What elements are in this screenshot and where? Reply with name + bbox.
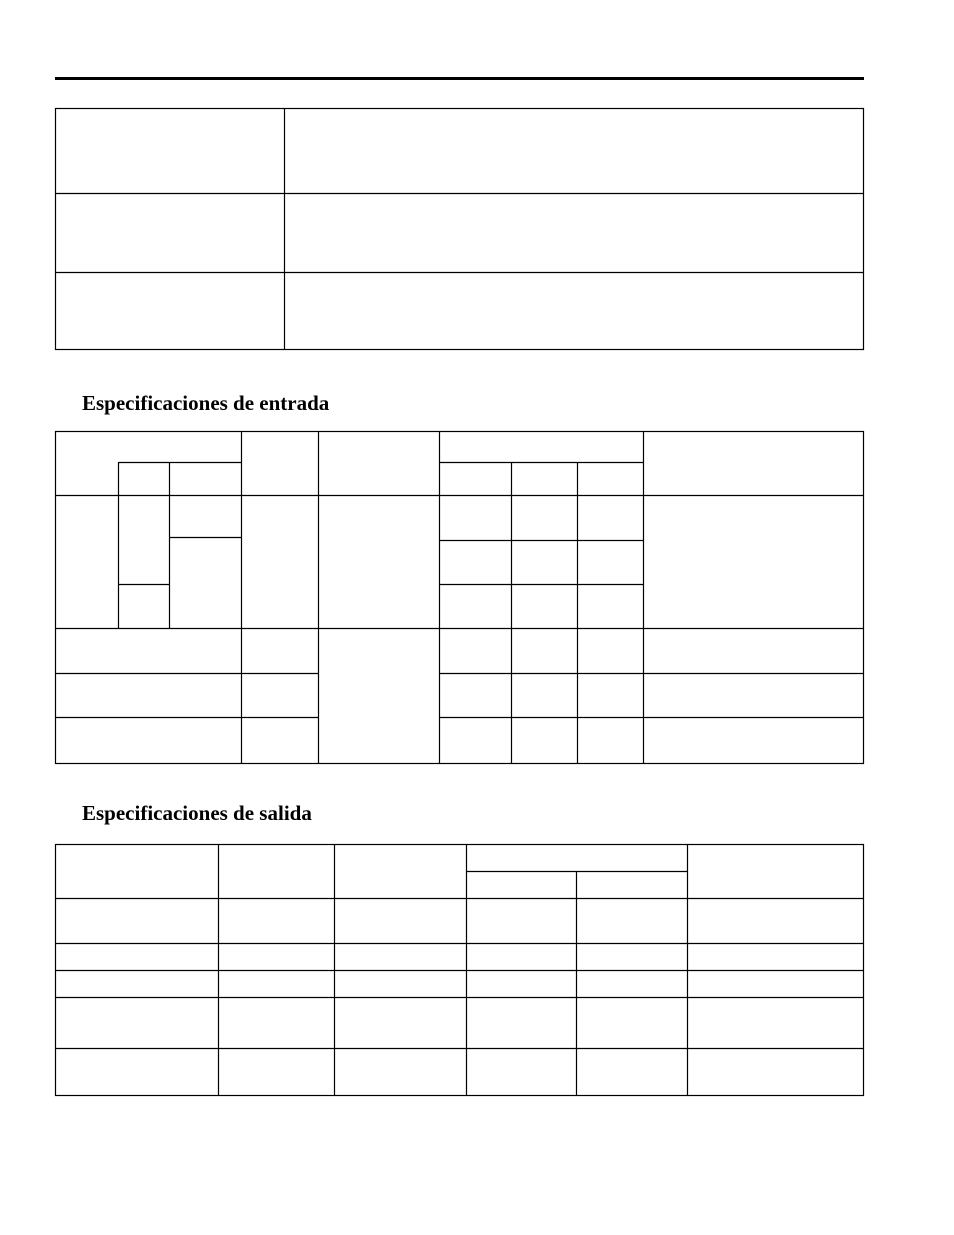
section-heading-input: Especificaciones de entrada	[82, 391, 330, 415]
section-heading-output: Especificaciones de salida	[82, 801, 312, 825]
